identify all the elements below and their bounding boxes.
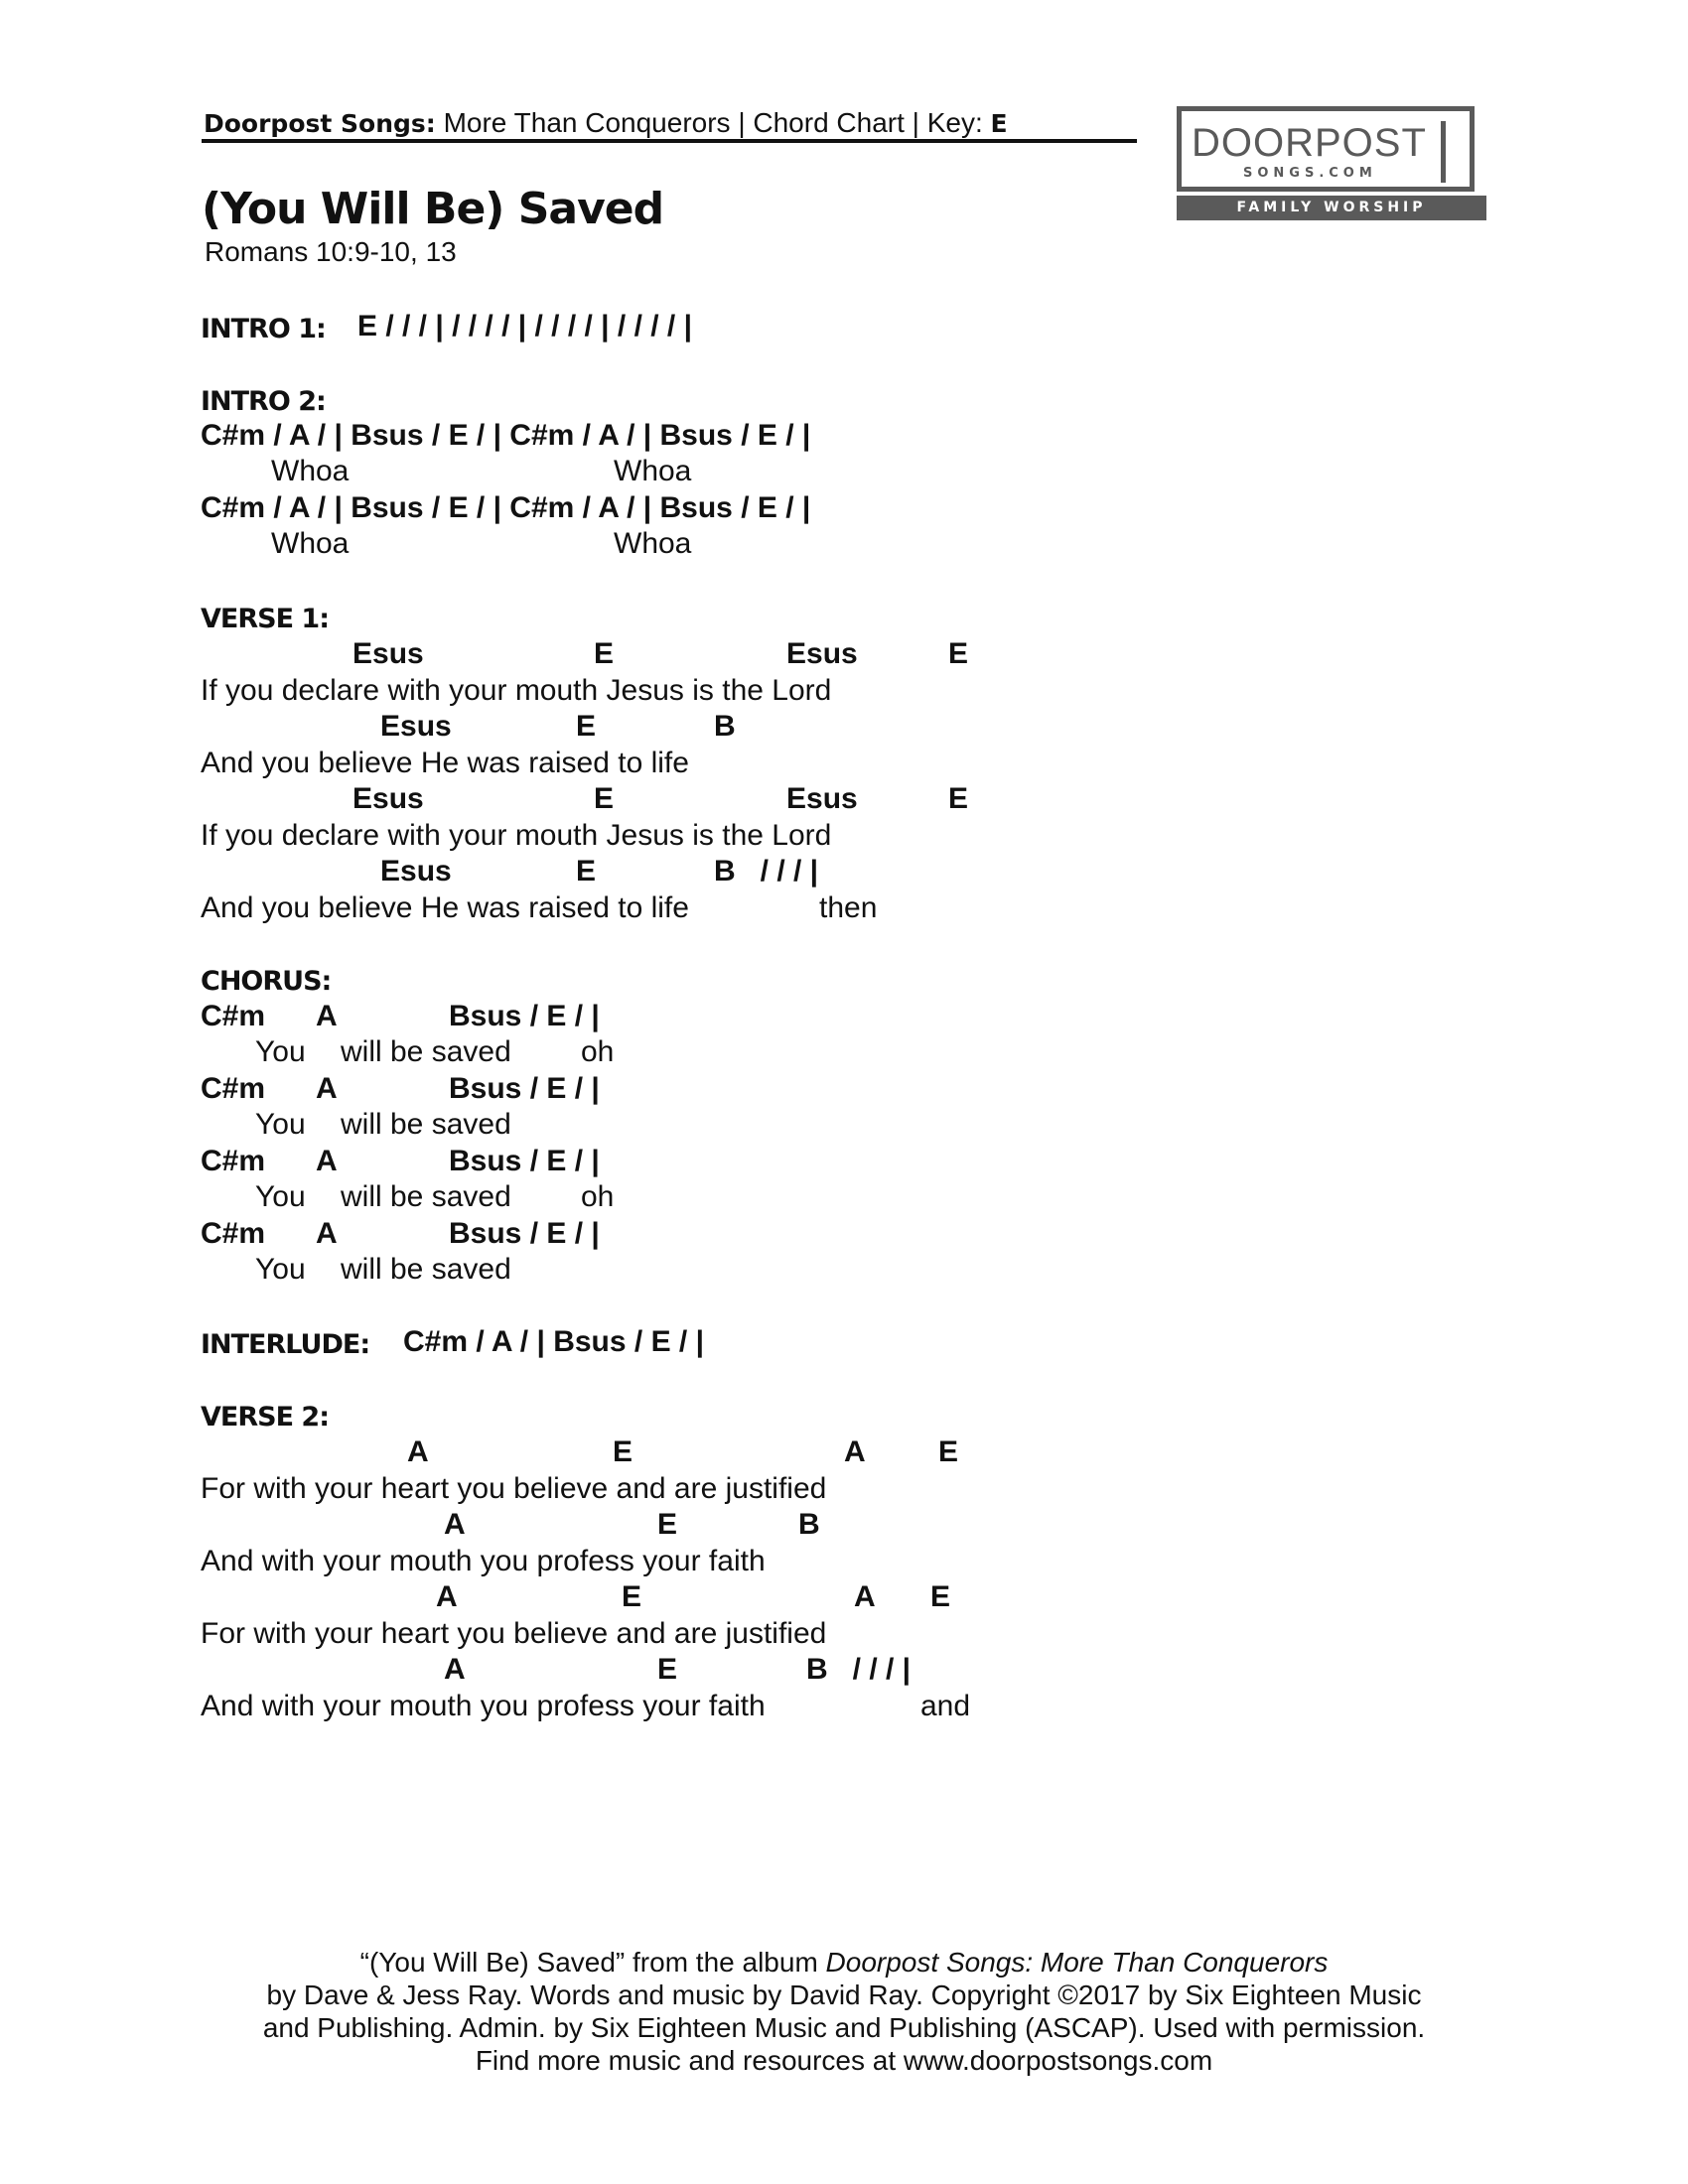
chord: E: [938, 1435, 959, 1468]
chord: B: [798, 1508, 820, 1541]
doorpost-logo: [1177, 106, 1486, 220]
lyric: will be saved: [341, 1035, 511, 1068]
chord: C#m: [201, 1145, 266, 1177]
chord: E: [613, 1435, 633, 1468]
chord: Bsus / E / |: [449, 1000, 600, 1032]
chord: Esus: [380, 710, 452, 743]
intro2-lyric: Whoa: [614, 527, 692, 560]
copyright-footer: [0, 1946, 1688, 2077]
album-title: Doorpost Songs: More Than Conquerors: [825, 1947, 1329, 1978]
verse1-label: VERSE 1:: [201, 604, 330, 634]
chord: A: [444, 1508, 466, 1541]
chord: Esus: [786, 637, 858, 670]
chord: A: [844, 1435, 866, 1468]
chord: A: [316, 1072, 338, 1105]
lyric-line: And with your mouth you profess your faith: [201, 1545, 766, 1577]
intro2-chord-line: C#m / A / | Bsus / E / | C#m / A / | Bsus / E / |: [201, 419, 811, 452]
chord: E: [930, 1580, 951, 1613]
lyric: will be saved: [341, 1253, 511, 1286]
header-key: E: [990, 109, 1008, 138]
intro1-chords: E / / / | / / / / | / / / / | / / / / |: [357, 310, 692, 342]
logo-frame: [1177, 106, 1475, 192]
footer-line: by Dave & Jess Ray. Words and music by David Ray. Copyright ©2017 by Six Eighteen Music: [266, 1979, 1422, 2010]
intro2-lyric: Whoa: [271, 527, 350, 560]
lyric: will be saved: [341, 1180, 511, 1213]
lyric: oh: [581, 1035, 615, 1068]
chord: Bsus / E / |: [449, 1145, 600, 1177]
chord: A: [436, 1580, 458, 1613]
interlude-label: INTERLUDE:: [201, 1329, 370, 1360]
logo-title: DOORPOST: [1192, 121, 1427, 165]
lyric: You: [255, 1035, 306, 1068]
chord: B / / / |: [714, 855, 819, 887]
website-link[interactable]: www.doorpostsongs.com: [903, 2045, 1213, 2076]
chord: Esus: [786, 782, 858, 815]
intro2-lyric: Whoa: [614, 455, 692, 487]
lyric-line: And with your mouth you profess your faith: [201, 1690, 766, 1722]
interlude-chords: C#m / A / | Bsus / E / |: [403, 1325, 704, 1358]
chord: E: [576, 710, 597, 743]
footer-line: [0, 1946, 1688, 1979]
lyric: You: [255, 1253, 306, 1286]
chord: A: [316, 1145, 338, 1177]
chord: A: [407, 1435, 429, 1468]
intro1-label: INTRO 1:: [201, 314, 326, 344]
chord: C#m: [201, 1072, 266, 1105]
verse2-label: VERSE 2:: [201, 1402, 330, 1433]
intro2-label: INTRO 2:: [201, 386, 326, 417]
lyric-tail: and: [920, 1690, 971, 1722]
footer-text: “(You Will Be) Saved” from the album: [359, 1947, 826, 1978]
chord: E: [657, 1653, 678, 1686]
header-line: [204, 107, 1008, 139]
footer-text: Find more music and resources at: [475, 2045, 904, 2076]
lyric-line: For with your heart you believe and are justified: [201, 1472, 827, 1505]
footer-line: and Publishing. Admin. by Six Eighteen Music and Publishing (ASCAP). Used with permission.: [262, 2012, 1426, 2043]
header-info: More Than Conquerors | Chord Chart | Key:: [435, 107, 991, 138]
chord: B: [714, 710, 736, 743]
chord: E: [622, 1580, 642, 1613]
chord: A: [316, 1217, 338, 1250]
intro2-chord-line: C#m / A / | Bsus / E / | C#m / A / | Bsus / E / |: [201, 491, 811, 524]
scripture-reference: Romans 10:9-10, 13: [205, 236, 457, 267]
lyric: You: [255, 1108, 306, 1141]
lyric: will be saved: [341, 1108, 511, 1141]
lyric-line: For with your heart you believe and are justified: [201, 1617, 827, 1650]
chord: Esus: [380, 855, 452, 887]
logo-tagline: FAMILY WORSHIP: [1177, 196, 1486, 220]
chord: E: [594, 637, 615, 670]
chord: C#m: [201, 1000, 266, 1032]
song-title: (You Will Be) Saved: [202, 184, 664, 234]
chorus-label: CHORUS:: [201, 966, 332, 997]
header-rule: [202, 139, 1137, 143]
lyric-line: If you declare with your mouth Jesus is the Lord: [201, 819, 832, 852]
lyric-line: If you declare with your mouth Jesus is the Lord: [201, 674, 832, 707]
chord: Esus: [352, 782, 424, 815]
lyric-line: And you believe He was raised to life: [201, 747, 689, 779]
lyric-line: And you believe He was raised to life: [201, 891, 689, 924]
header-brand: Doorpost Songs:: [204, 109, 436, 138]
intro2-lyric: Whoa: [271, 455, 350, 487]
chord: Bsus / E / |: [449, 1217, 600, 1250]
chord: E: [594, 782, 615, 815]
lyric: You: [255, 1180, 306, 1213]
lyric: oh: [581, 1180, 615, 1213]
door-icon: [1441, 121, 1462, 183]
footer-line: [0, 2044, 1688, 2077]
chord: Bsus / E / |: [449, 1072, 600, 1105]
chord: A: [316, 1000, 338, 1032]
chord: Esus: [352, 637, 424, 670]
chord: E: [948, 637, 969, 670]
chord: E: [576, 855, 597, 887]
chord: A: [444, 1653, 466, 1686]
chord: E: [657, 1508, 678, 1541]
logo-sub: SONGS.COM: [1243, 166, 1377, 181]
chord: E: [948, 782, 969, 815]
chord: C#m: [201, 1217, 266, 1250]
chord: B / / / |: [806, 1653, 912, 1686]
chord: A: [854, 1580, 876, 1613]
lyric-tail: then: [819, 891, 878, 924]
